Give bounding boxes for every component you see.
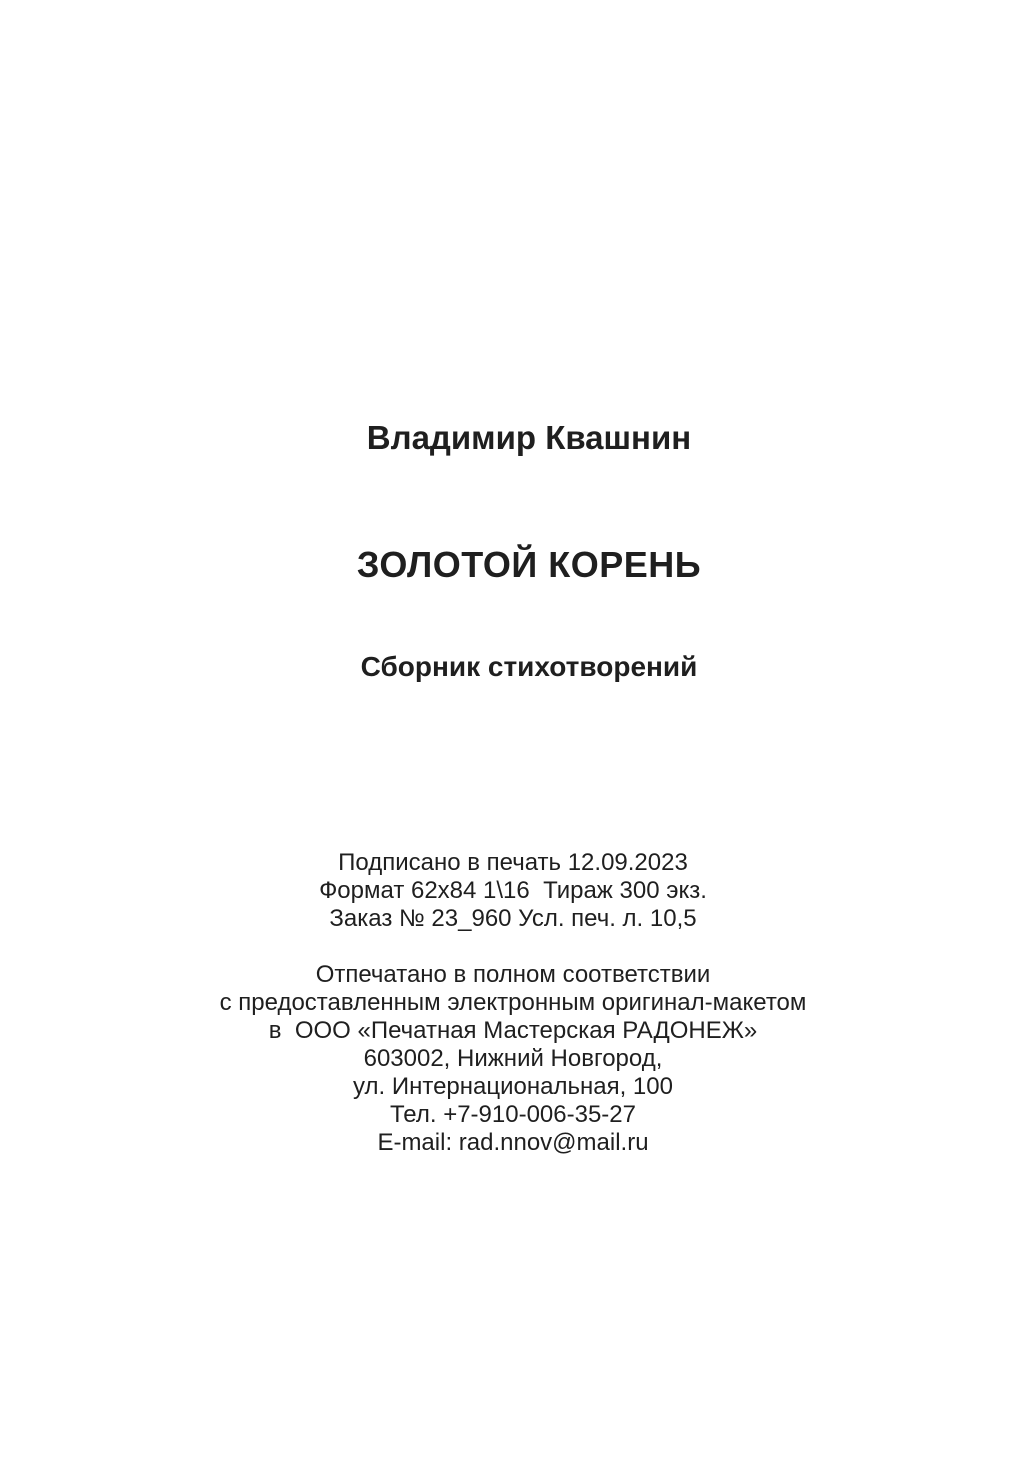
imprint-line-order-number: Заказ № 23_960 Усл. печ. л. 10,5: [329, 905, 697, 932]
imprint-section: [0, 849, 1026, 1157]
imprint-line-email: E-mail: rad.nnov@mail.ru: [377, 1129, 649, 1156]
imprint-line-format-tirage: Формат 62х84 1\16 Тираж 300 экз.: [319, 877, 707, 904]
imprint-line-phone: Тел. +7-910-006-35-27: [389, 1101, 636, 1128]
imprint-line-city: 603002, Нижний Новгород,: [363, 1045, 663, 1072]
printer-info-block: [0, 961, 1026, 1157]
author-name: Владимир Квашнин: [366, 419, 692, 456]
book-title: ЗОЛОТОЙ КОРЕНЬ: [356, 544, 702, 585]
imprint-line-printed-in-accordance: Отпечатано в полном соответствии: [315, 961, 711, 988]
imprint-line-printing-house-name: в ООО «Печатная Мастерская РАДОНЕЖ»: [268, 1017, 758, 1044]
print-info-block: [0, 849, 1026, 933]
imprint-line-street-address: ул. Интернациональная, 100: [353, 1073, 673, 1100]
imprint-line-original-layout: с предоставленным электронным оригинал-макетом: [219, 989, 807, 1016]
book-subtitle: Сборник стихотворений: [360, 651, 698, 682]
imprint-line-signed-to-print: Подписано в печать 12.09.2023: [338, 849, 688, 876]
